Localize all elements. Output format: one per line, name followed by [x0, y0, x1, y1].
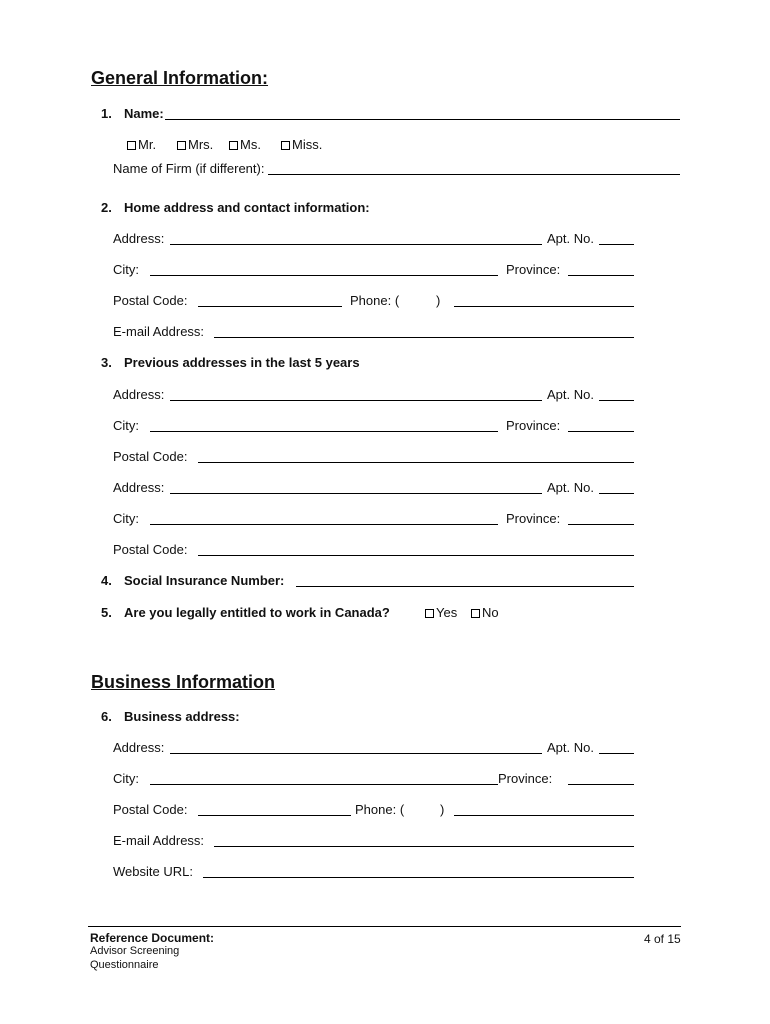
prev-address-1-label: Address:	[113, 387, 165, 402]
title-option-mrs[interactable]: Mrs.	[177, 137, 213, 152]
home-email-label: E-mail Address:	[113, 324, 205, 339]
general-information-heading: General Information:	[91, 68, 269, 88]
title-option-mr[interactable]: Mr.	[127, 137, 156, 152]
home-city-label: City:	[113, 262, 139, 277]
business-city-field[interactable]	[150, 784, 498, 785]
home-city-field[interactable]	[150, 275, 498, 276]
prev-apt-1-field[interactable]	[599, 400, 634, 401]
checkbox-mr[interactable]	[127, 141, 136, 150]
home-email-field[interactable]	[214, 337, 634, 338]
prev-address-2-label: Address:	[113, 480, 165, 495]
firm-name-field[interactable]	[268, 174, 680, 175]
q6-label: Business address:	[124, 709, 240, 724]
q2-number: 2.	[101, 200, 112, 215]
business-information-heading: Business Information	[91, 672, 276, 692]
checkbox-yes[interactable]	[425, 609, 434, 618]
prev-postal-1-field[interactable]	[198, 462, 634, 463]
work-yes-option[interactable]: Yes	[425, 605, 457, 620]
prev-city-1-label: City:	[113, 418, 139, 433]
prev-postal-2-label: Postal Code:	[113, 542, 188, 557]
business-postal-label: Postal Code:	[113, 802, 188, 817]
business-city-label: City:	[113, 771, 139, 786]
sin-field[interactable]	[296, 586, 634, 587]
prev-province-1-field[interactable]	[568, 431, 634, 432]
reference-document-line-1: Advisor Screening	[90, 945, 180, 957]
home-address-label: Address:	[113, 231, 165, 246]
checkbox-ms[interactable]	[229, 141, 238, 150]
home-phone-paren: )	[436, 293, 441, 308]
prev-apt-2-label: Apt. No.	[547, 480, 594, 495]
reference-document-title: Reference Document:	[90, 931, 215, 945]
prev-address-2-field[interactable]	[170, 493, 542, 494]
q3-label: Previous addresses in the last 5 years	[124, 355, 360, 370]
home-apt-label: Apt. No.	[547, 231, 594, 246]
title-option-miss[interactable]: Miss.	[281, 137, 322, 152]
home-province-field[interactable]	[568, 275, 634, 276]
page-number: 4 of 15	[644, 932, 681, 946]
work-no-option[interactable]: No	[471, 605, 499, 620]
q1-number: 1.	[101, 106, 112, 121]
prev-province-2-label: Province:	[506, 511, 561, 526]
q5-work-label: Are you legally entitled to work in Canada?	[124, 605, 390, 620]
q4-number: 4.	[101, 573, 112, 588]
q4-sin-label: Social Insurance Number:	[124, 573, 285, 588]
prev-postal-2-field[interactable]	[198, 555, 634, 556]
reference-document-line-2: Questionnaire	[90, 959, 159, 971]
business-email-field[interactable]	[214, 846, 634, 847]
q1-name-label: Name:	[124, 106, 164, 121]
q3-number: 3.	[101, 355, 112, 370]
home-phone-field[interactable]	[454, 306, 634, 307]
business-phone-paren: )	[440, 802, 445, 817]
prev-city-1-field[interactable]	[150, 431, 498, 432]
business-email-label: E-mail Address:	[113, 833, 205, 848]
website-url-label: Website URL:	[113, 864, 193, 879]
prev-postal-1-label: Postal Code:	[113, 449, 188, 464]
title-option-ms[interactable]: Ms.	[229, 137, 261, 152]
home-phone-label: Phone: (	[350, 293, 400, 308]
home-province-label: Province:	[506, 262, 561, 277]
firm-name-label: Name of Firm (if different):	[113, 161, 265, 176]
business-apt-label: Apt. No.	[547, 740, 594, 755]
q2-label: Home address and contact information:	[124, 200, 370, 215]
business-address-label: Address:	[113, 740, 165, 755]
prev-province-2-field[interactable]	[568, 524, 634, 525]
checkbox-no[interactable]	[471, 609, 480, 618]
business-postal-field[interactable]	[198, 815, 351, 816]
home-address-field[interactable]	[170, 244, 542, 245]
business-phone-label: Phone: (	[355, 802, 405, 817]
prev-city-2-label: City:	[113, 511, 139, 526]
q5-number: 5.	[101, 605, 112, 620]
home-apt-field[interactable]	[599, 244, 634, 245]
prev-apt-2-field[interactable]	[599, 493, 634, 494]
checkbox-mrs[interactable]	[177, 141, 186, 150]
prev-province-1-label: Province:	[506, 418, 561, 433]
prev-city-2-field[interactable]	[150, 524, 498, 525]
checkbox-miss[interactable]	[281, 141, 290, 150]
q6-number: 6.	[101, 709, 112, 724]
business-address-field[interactable]	[170, 753, 542, 754]
business-province-label: Province:	[498, 771, 553, 786]
business-apt-field[interactable]	[599, 753, 634, 754]
home-postal-field[interactable]	[198, 306, 342, 307]
footer-divider	[88, 926, 681, 927]
home-postal-label: Postal Code:	[113, 293, 188, 308]
business-phone-field[interactable]	[454, 815, 634, 816]
website-url-field[interactable]	[203, 877, 634, 878]
prev-apt-1-label: Apt. No.	[547, 387, 594, 402]
business-province-field[interactable]	[568, 784, 634, 785]
prev-address-1-field[interactable]	[170, 400, 542, 401]
name-field[interactable]	[165, 119, 680, 120]
